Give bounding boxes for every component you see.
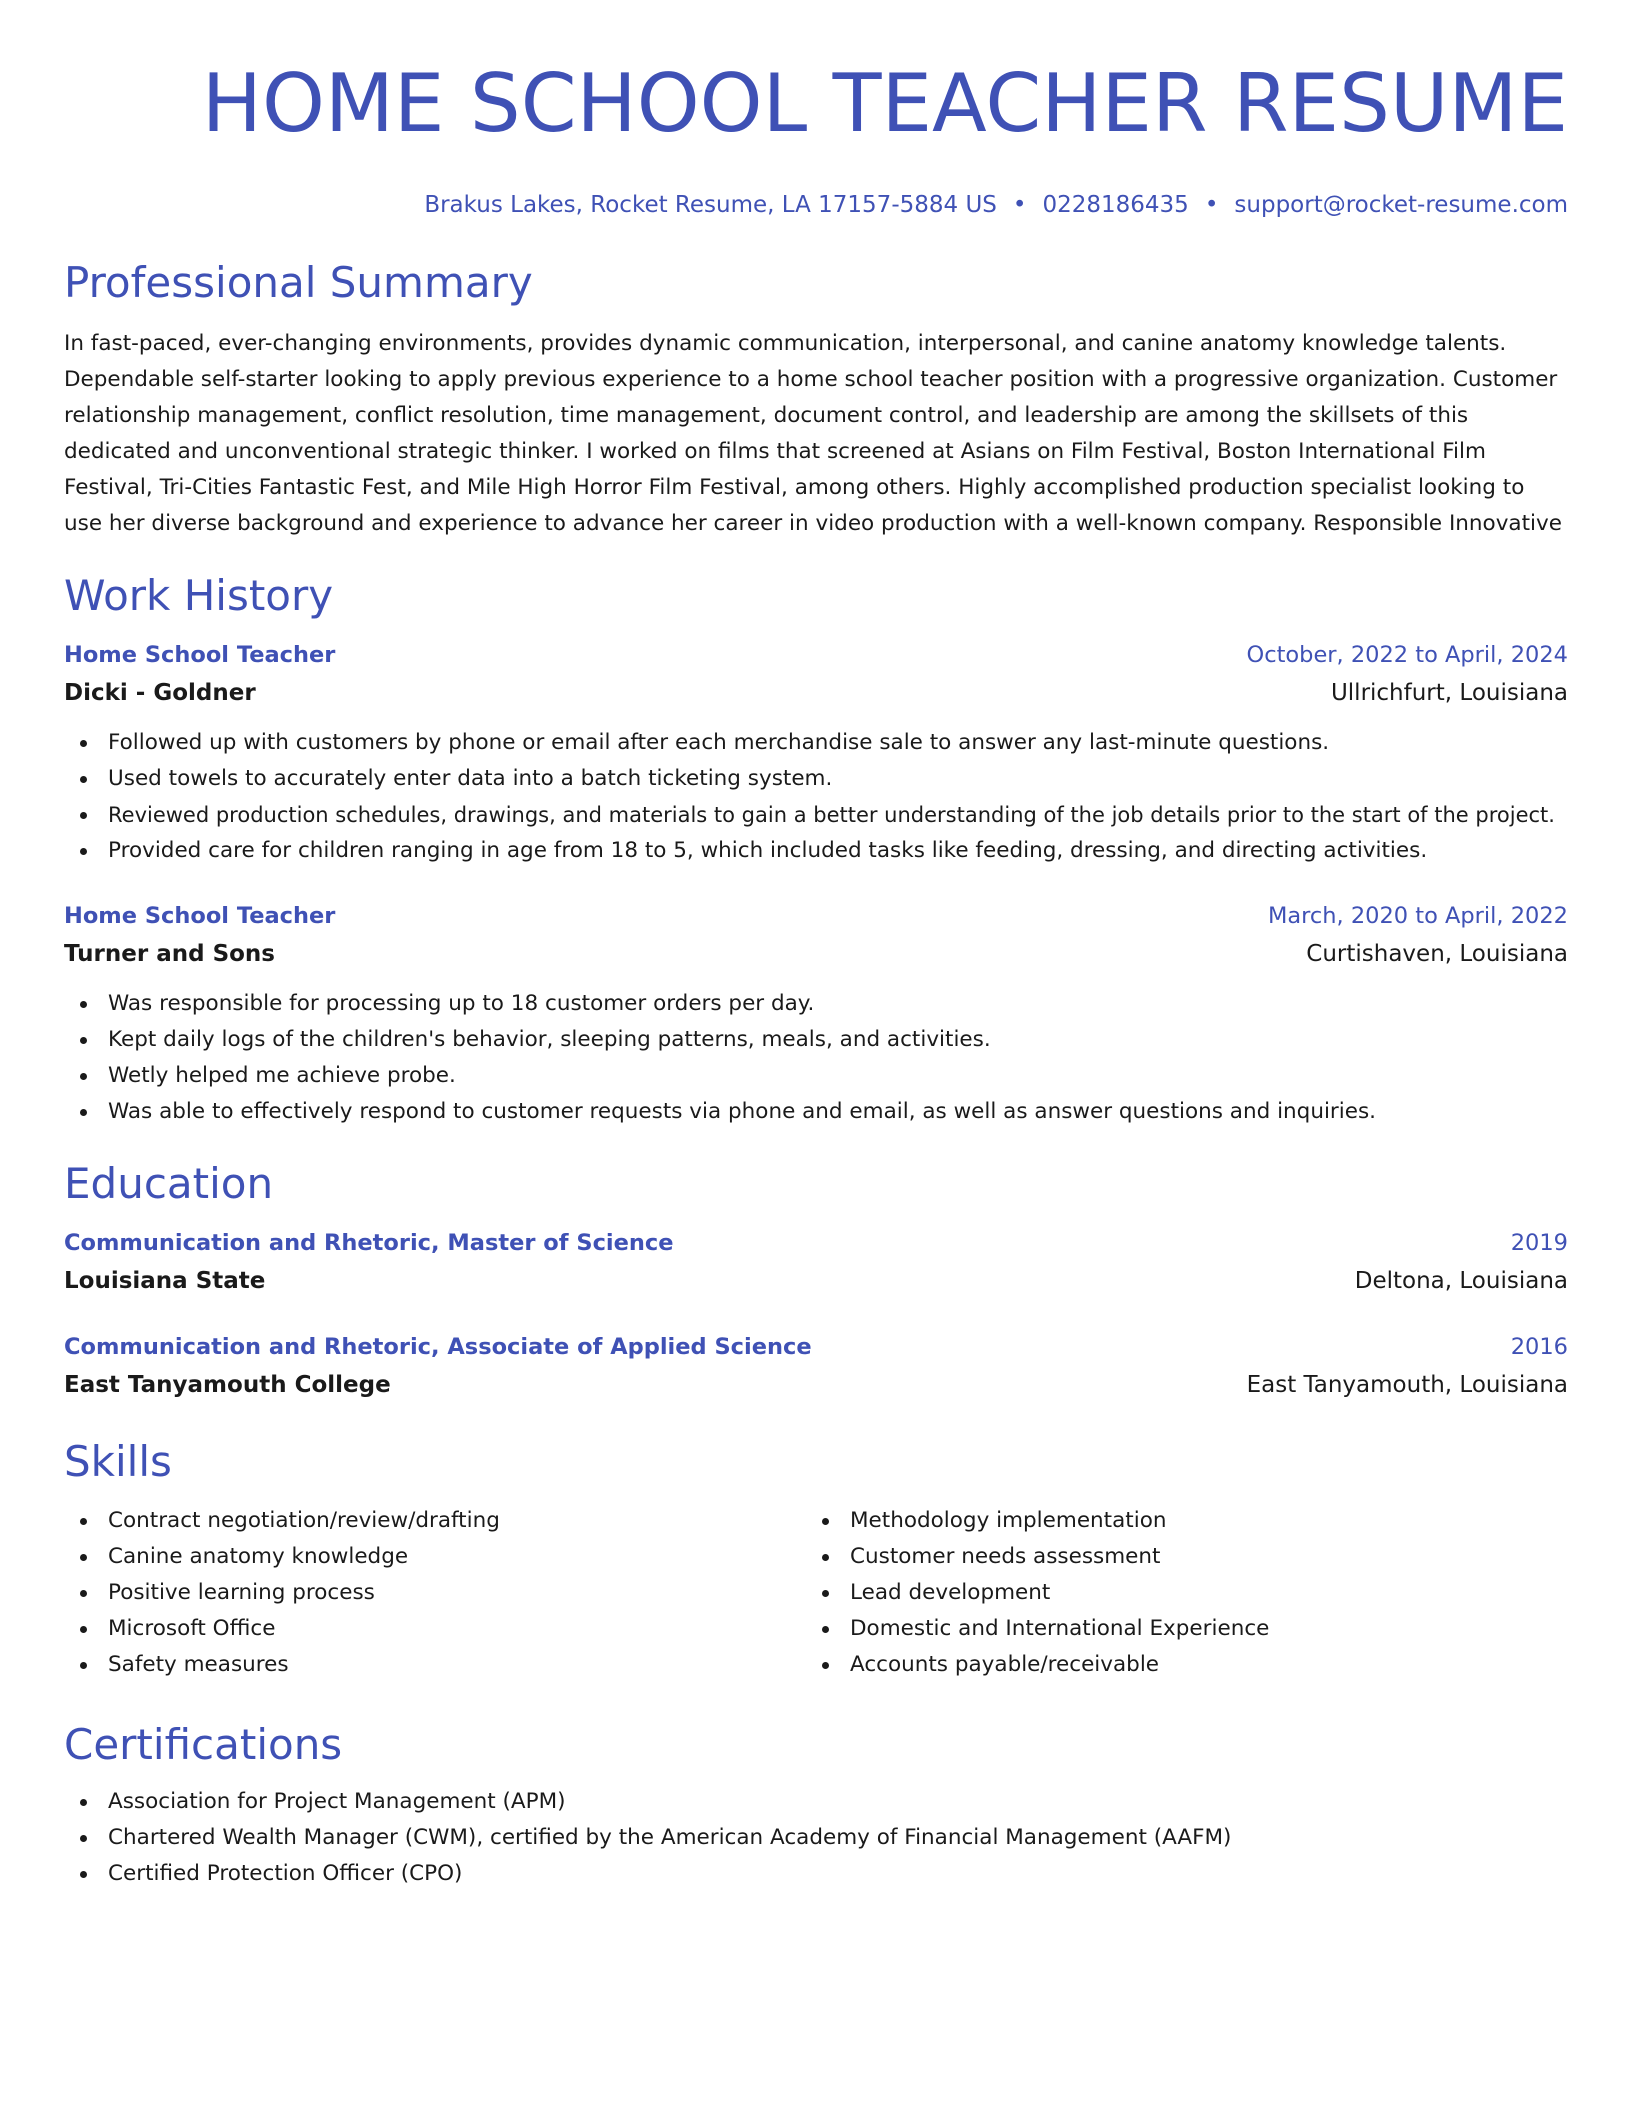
- job-bullet: Reviewed production schedules, drawings, and materials to gain a better understanding of the job details prior to the start of the project.: [64, 797, 1568, 833]
- job-company: Dicki - Goldner: [64, 680, 256, 706]
- job-bullets: [64, 986, 1568, 1130]
- section-title-education: Education: [64, 1159, 274, 1208]
- skills-column-right: [806, 1503, 1568, 1683]
- work-history-section: [64, 570, 1568, 1130]
- contact-phone: 0228186435: [1042, 192, 1189, 218]
- contact-email: support@rocket-resume.com: [1234, 192, 1568, 218]
- job-bullet: Was responsible for processing up to 18 customer orders per day.: [64, 986, 1568, 1022]
- job-position: Home School Teacher: [64, 642, 336, 668]
- section-title-certifications: Certifications: [64, 1720, 343, 1769]
- skill-item: Safety measures: [64, 1647, 806, 1683]
- summary-text: In fast-paced, ever-changing environments, provides dynamic communication, interpersonal, and canine anatomy knowledge talents. Dependable self-starter looking to apply previous experience to a home school teacher position with a progressive organization. Customer relationship management, conflict resolution, time management, document control, and leadership are among the skillsets of this dedicated and unconventional strategic thinker. I worked on films that screened at Asians on Film Festival, Boston International Film Festival, Tri-Cities Fantastic Fest, and Mile High Horror Film Festival, among others. Highly accomplished production specialist looking to use her diverse background and experience to advance her career in video production with a well-known company. Responsible Innovative: [64, 331, 1562, 536]
- education-school: East Tanyamouth College: [64, 1372, 391, 1398]
- contact-separator: •: [1204, 192, 1219, 218]
- skill-item: Customer needs assessment: [806, 1539, 1568, 1575]
- resume-page: [64, 0, 1568, 1892]
- job-bullet: Used towels to accurately enter data into a batch ticketing system.: [64, 761, 1568, 797]
- certification-item: Certified Protection Officer (CPO): [64, 1856, 1568, 1892]
- resume-title: HOME SCHOOL TEACHER RESUME: [201, 57, 1568, 150]
- job-bullets: [64, 725, 1568, 869]
- skill-item: Domestic and International Experience: [806, 1611, 1568, 1647]
- skills-column-left: [64, 1503, 806, 1683]
- education-location: East Tanyamouth, Louisiana: [1246, 1372, 1568, 1398]
- job-company: Turner and Sons: [64, 941, 275, 967]
- education-section: [64, 1158, 1568, 1404]
- education-entry: [64, 1328, 1568, 1404]
- job-entry: [64, 897, 1568, 1130]
- certification-item: Chartered Wealth Manager (CWM), certified by the American Academy of Financial Management (AAFM): [64, 1820, 1568, 1856]
- education-degree: Communication and Rhetoric, Associate of Applied Science: [64, 1334, 812, 1360]
- skill-item: Contract negotiation/review/drafting: [64, 1503, 806, 1539]
- skill-item: Accounts payable/receivable: [806, 1647, 1568, 1683]
- education-year: 2019: [1510, 1230, 1568, 1256]
- certifications-section: [64, 1719, 1568, 1892]
- skill-item: Methodology implementation: [806, 1503, 1568, 1539]
- contact-line: [64, 190, 1568, 220]
- job-dates: March, 2020 to April, 2022: [1267, 903, 1568, 929]
- section-title-work: Work History: [64, 571, 334, 620]
- professional-summary-section: [64, 257, 1568, 542]
- job-location: Ullrichfurt, Louisiana: [1330, 680, 1568, 706]
- education-degree: Communication and Rhetoric, Master of Science: [64, 1230, 674, 1256]
- job-bullet: Kept daily logs of the children's behavior, sleeping patterns, meals, and activities.: [64, 1022, 1568, 1058]
- education-school: Louisiana State: [64, 1268, 266, 1294]
- job-position: Home School Teacher: [64, 903, 336, 929]
- job-bullet: Was able to effectively respond to customer requests via phone and email, as well as answer questions and inquiries.: [64, 1094, 1568, 1130]
- skills-grid: [64, 1503, 1568, 1683]
- education-location: Deltona, Louisiana: [1354, 1268, 1568, 1294]
- certifications-list: [64, 1784, 1568, 1892]
- section-title-skills: Skills: [64, 1437, 172, 1486]
- contact-separator: •: [1012, 192, 1027, 218]
- job-bullet: Followed up with customers by phone or email after each merchandise sale to answer any last-minute questions.: [64, 725, 1568, 761]
- contact-address: Brakus Lakes, Rocket Resume, LA 17157-5884 US: [424, 192, 997, 218]
- skill-item: Positive learning process: [64, 1575, 806, 1611]
- skills-section: [64, 1436, 1568, 1683]
- education-year: 2016: [1510, 1334, 1568, 1360]
- education-entry: [64, 1224, 1568, 1300]
- skill-item: Lead development: [806, 1575, 1568, 1611]
- skill-item: Microsoft Office: [64, 1611, 806, 1647]
- skill-item: Canine anatomy knowledge: [64, 1539, 806, 1575]
- job-dates: October, 2022 to April, 2024: [1246, 642, 1568, 668]
- section-title-summary: Professional Summary: [64, 258, 533, 307]
- job-location: Curtishaven, Louisiana: [1306, 941, 1568, 967]
- job-bullet: Wetly helped me achieve probe.: [64, 1058, 1568, 1094]
- job-bullet: Provided care for children ranging in age from 18 to 5, which included tasks like feeding, dressing, and directing activities.: [64, 833, 1568, 869]
- job-entry: [64, 636, 1568, 869]
- certification-item: Association for Project Management (APM): [64, 1784, 1568, 1820]
